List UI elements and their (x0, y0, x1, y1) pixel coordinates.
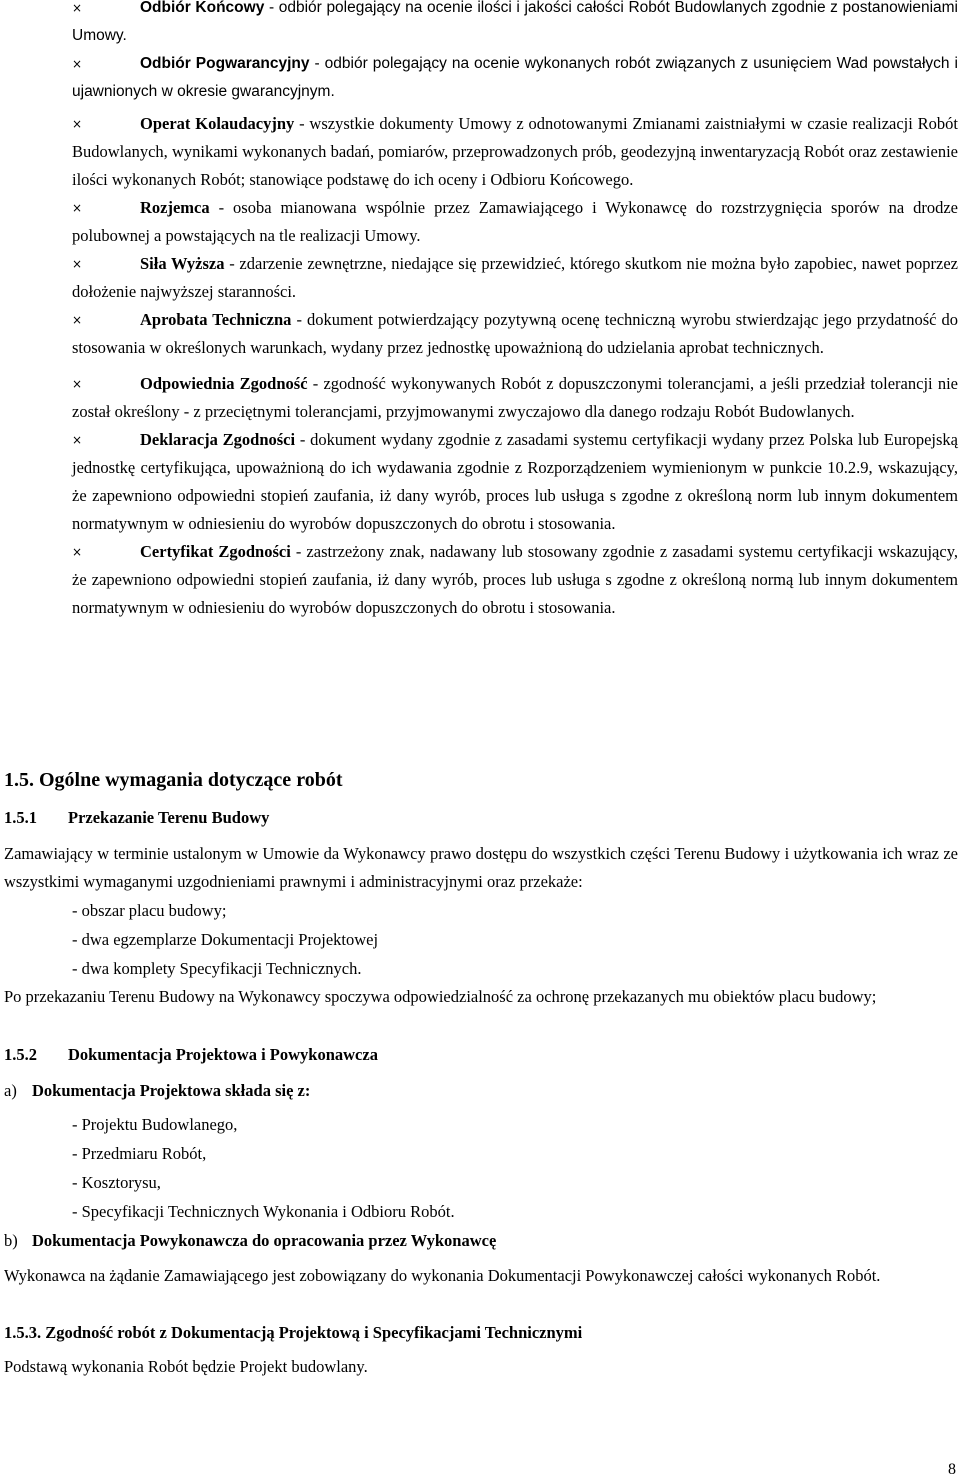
list-item: - obszar placu budowy; (72, 901, 227, 920)
definition-item (72, 50, 958, 106)
definition-item (72, 538, 958, 622)
list-item: - dwa komplety Specyfikacji Technicznych. (72, 959, 362, 978)
definition-text: - wszystkie dokumenty Umowy z odnotowanymi Zmianami zaistniałymi w czasie realizacji Robót Budowlanych, wynikami wykonanych badań, pomiarów, przeprowadzonych prób, geodezyjną inwentaryzacją Robót oraz zestawienie ilości wykonanych Robót; stanowiące podstawę do ich oceny i Odbioru Końcowego. (72, 114, 959, 189)
definition-term: Aprobata Techniczna (140, 310, 292, 329)
list-item: - Projektu Budowlanego, (72, 1115, 238, 1134)
definition-term: Odbiór Pogwarancyjny (140, 55, 310, 72)
section-heading-1-5-2 (4, 1041, 378, 1069)
definition-text: - osoba mianowana wspólnie przez Zamawiającego i Wykonawcę do rozstrzygnięcia sporów na drodze polubownej a powstających na tle realizacji Umowy. (72, 198, 958, 245)
subsection-a (4, 1077, 310, 1105)
definition-item (72, 426, 958, 538)
section-number: 1.5.1 (4, 808, 37, 827)
list-item: - Kosztorysu, (72, 1173, 161, 1192)
handover-list (72, 897, 378, 984)
section-title: Przekazanie Terenu Budowy (68, 808, 270, 827)
cross-bullet-icon: × (72, 433, 83, 447)
definition-text: - dokument wydany zgodnie z zasadami systemu certyfikacji wydany przez Polska lub Europejską jednostkę certyfikująca, upoważnioną do ich wydawania zgodnie z Rozporządzeniem wymienionym w punkcie 10.2.9, wskazujący, że zapewniono odpowiedni stopień zaufania, iż dany wyrób, proces lub usługa s zgodne z określoną norm lub innym dokumentem normatywnym w odniesieniu do wyrobów dopuszczonych do obrotu i stosowania. (72, 430, 958, 533)
definition-text: - odbiór polegający na ocenie wykonanych robót związanych z usunięciem Wad powstałych i ujawnionych w okresie gwarancyjnym. (72, 55, 958, 100)
section-title: Dokumentacja Projektowa i Powykonawcza (68, 1045, 378, 1064)
definition-term: Rozjemca (140, 198, 210, 217)
subsection-letter: b) (4, 1231, 18, 1250)
cross-bullet-icon: × (72, 201, 83, 215)
list-item: - Specyfikacji Technicznych Wykonania i Odbioru Robót. (72, 1202, 455, 1221)
definition-text: - dokument potwierdzający pozytywną ocenę techniczną wyrobu stwierdzając jego przydatność do stosowania w określonych warunkach, wydany przez jednostkę upoważnioną do udzielania aprobat technicznych. (72, 310, 958, 357)
subsection-letter: a) (4, 1081, 17, 1100)
definition-text: - odbiór polegający na ocenie ilości i jakości całości Robót Budowlanych zgodnie z postanowieniami Umowy. (72, 0, 959, 44)
section-heading-1-5-3: 1.5.3. Zgodność robót z Dokumentacją Projektową i Specyfikacjami Technicznymi (4, 1323, 583, 1342)
definition-term: Operat Kolaudacyjny (140, 114, 295, 133)
paragraph-1-5-3: Podstawą wykonania Robót będzie Projekt budowlany. (4, 1357, 368, 1376)
paragraph-outro: Po przekazaniu Terenu Budowy na Wykonawcy spoczywa odpowiedzialność za ochronę przekazanych mu obiektów placu budowy; (4, 987, 877, 1006)
paragraph-intro: Zamawiający w terminie ustalonym w Umowie da Wykonawcy prawo dostępu do wszystkich części Terenu Budowy i użytkowania ich wraz ze wszystkimi wymaganymi uzgodnieniami prawnymi i administracyjnymi oraz przekaże: (4, 844, 958, 891)
cross-bullet-icon: × (72, 313, 83, 327)
definition-item (72, 250, 958, 306)
definition-item (72, 370, 958, 426)
definition-item (72, 306, 958, 362)
list-item: - dwa egzemplarze Dokumentacji Projektowej (72, 930, 379, 949)
cross-bullet-icon: × (72, 57, 83, 71)
definition-term: Deklaracja Zgodności (140, 430, 296, 449)
section-heading-1-5: 1.5. Ogólne wymagania dotyczące robót (4, 769, 343, 791)
definition-term: Siła Wyższa (140, 254, 225, 273)
definition-term: Certyfikat Zgodności (140, 542, 291, 561)
section-heading-1-5-1 (4, 804, 269, 832)
definition-text: - zgodność wykonywanych Robót z dopuszczonymi tolerancjami, a jeśli przedział tolerancji nie został określony - z przeciętnymi tolerancjami, przyjmowanymi zwyczajowo dla danego rodzaju Robót Budowlanych. (72, 374, 958, 421)
definition-item (72, 110, 958, 194)
list-item: - Przedmiaru Robót, (72, 1144, 207, 1163)
definition-term: Odbiór Końcowy (140, 0, 265, 16)
section-number: 1.5.2 (4, 1045, 37, 1064)
subsection-b (4, 1227, 496, 1255)
cross-bullet-icon: × (72, 117, 83, 131)
definition-term: Odpowiednia Zgodność (140, 374, 308, 393)
cross-bullet-icon: × (72, 377, 83, 391)
project-docs-list (72, 1111, 455, 1227)
definition-text: - zastrzeżony znak, nadawany lub stosowany zgodnie z zasadami systemu certyfikacji wskazujący, że zapewniono odpowiedni stopień zaufania, iż dany wyrób, proces lub usługa s zgodne z określoną normą lub innym dokumentem normatywnym w odniesieniu do wyrobów dopuszczonych do obrotu i stosowania. (72, 542, 958, 617)
page-number: 8 (948, 1461, 956, 1478)
definition-text: - zdarzenie zewnętrzne, niedające się przewidzieć, którego skutkom nie można było zapobiec, nawet poprzez dołożenie najwyższej staranności. (72, 254, 958, 301)
definition-item (72, 194, 958, 250)
cross-bullet-icon: × (72, 1, 83, 15)
definition-item (72, 0, 958, 50)
paragraph-b: Wykonawca na żądanie Zamawiającego jest zobowiązany do wykonania Dokumentacji Powykonawczej całości wykonanych Robót. (4, 1266, 881, 1285)
subsection-title: Dokumentacja Projektowa składa się z: (32, 1081, 311, 1100)
subsection-title: Dokumentacja Powykonawcza do opracowania przez Wykonawcę (32, 1231, 497, 1250)
cross-bullet-icon: × (72, 257, 83, 271)
definitions-list (72, 0, 958, 622)
cross-bullet-icon: × (72, 545, 83, 559)
